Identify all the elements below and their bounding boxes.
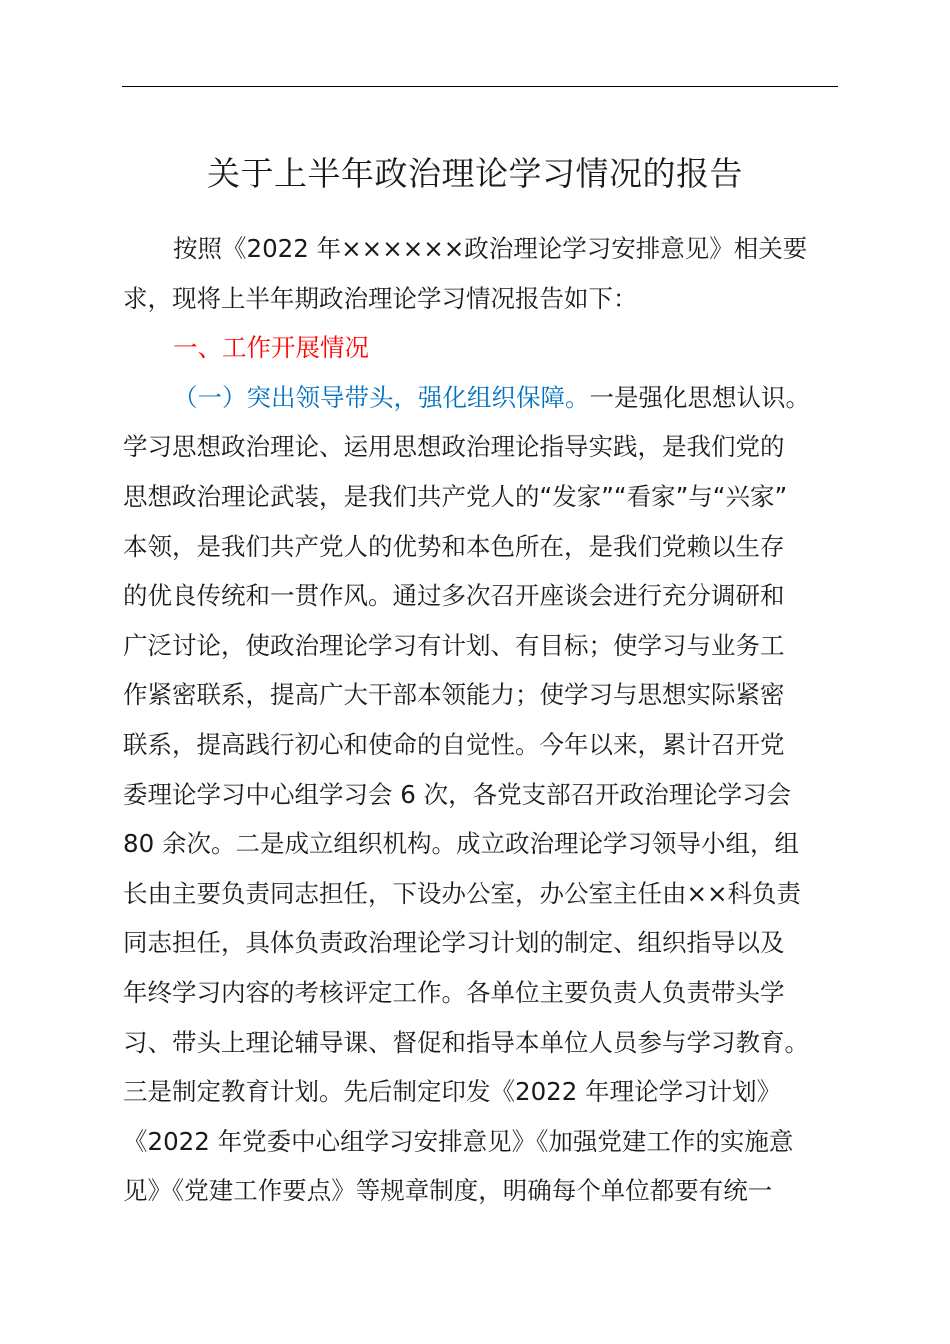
paragraph-line: 的优良传统和一贯作风。通过多次召开座谈会进行充分调研和 [123,581,785,611]
paragraph-line: 三是制定教育计划。先后制定印发《2022 年理论学习计划》 [123,1077,782,1107]
paragraph-line-mixed [123,373,843,423]
paragraph-line: 年终学习内容的考核评定工作。各单位主要负责人负责带头学 [123,977,785,1007]
paragraph-line: 求，现将上半年期政治理论学习情况报告如下： [123,283,638,313]
paragraph-line: 联系，提高践行初心和使命的自觉性。今年以来，累计召开党 [123,729,785,759]
document-title: 关于上半年政治理论学习情况的报告 [207,154,743,193]
paragraph-line: 长由主要负责同志担任，下设办公室，办公室主任由××科负责 [123,878,802,908]
paragraph-line: 同志担任，具体负责政治理论学习计划的制定、组织指导以及 [123,928,785,958]
paragraph-text: 一是强化思想认识。 [589,382,810,412]
paragraph-line: 学习思想政治理论、运用思想政治理论指导实践，是我们党的 [123,432,785,462]
paragraph-line: 广泛讨论，使政治理论学习有计划、有目标；使学习与业务工 [123,630,785,660]
paragraph-line: 习、带头上理论辅导课、督促和指导本单位人员参与学习教育。 [123,1027,809,1057]
header-rule [122,86,838,87]
paragraph-line: 作紧密联系，提高广大干部本领能力；使学习与思想实际紧密 [123,680,785,710]
paragraph-line: 80 余次。二是成立组织机构。成立政治理论学习领导小组，组 [123,829,799,859]
paragraph-line: 委理论学习中心组学习会 6 次，各党支部召开政治理论学习会 [123,779,792,809]
paragraph-line: 本领，是我们共产党人的优势和本色所在，是我们党赖以生存 [123,531,785,561]
paragraph-line: 思想政治理论武装，是我们共产党人的“发家”“看家”与“兴家” [123,481,788,511]
paragraph-line: 见》《党建工作要点》等规章制度，明确每个单位都要有统一 [123,1176,773,1206]
document-body [123,224,843,1216]
paragraph-line: 按照《2022 年××××××政治理论学习安排意见》相关要 [173,234,808,263]
subsection-heading: （一）突出领导带头，强化组织保障。 [173,382,590,412]
section-heading: 一、工作开展情况 [173,333,369,363]
paragraph-line: 《2022 年党委中心组学习安排意见》《加强党建工作的实施意 [123,1126,794,1156]
